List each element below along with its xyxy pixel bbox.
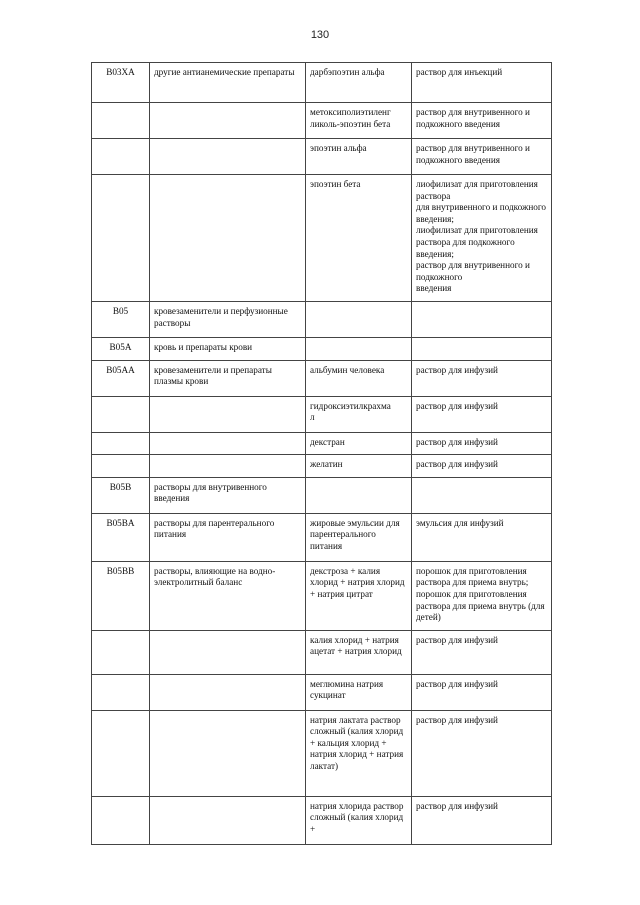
pharmacological-group-cell (150, 139, 306, 175)
drug-name-cell (306, 301, 412, 337)
pharmacological-group-cell (150, 396, 306, 432)
drug-name-cell: эпоэтин альфа (306, 139, 412, 175)
atc-code-cell: B05 (92, 301, 150, 337)
dosage-form-cell: порошок для приготовления раствора для приема внутрь; порошок для приготовления раствора для приема внутрь (для детей) (412, 561, 552, 630)
pharmacological-group-cell: растворы, влияющие на водно-электролитный баланс (150, 561, 306, 630)
atc-code-cell: B05BB (92, 561, 150, 630)
dosage-form-cell: раствор для инфузий (412, 396, 552, 432)
atc-code-cell (92, 674, 150, 710)
table-row (92, 796, 552, 844)
table-row (92, 103, 552, 139)
dosage-form-cell: раствор для инфузий (412, 630, 552, 674)
drug-name-cell: эпоэтин бета (306, 175, 412, 302)
table-row (92, 630, 552, 674)
dosage-form-cell: раствор для инфузий (412, 455, 552, 478)
table-row (92, 674, 552, 710)
table-row (92, 175, 552, 302)
dosage-form-cell: раствор для внутривенного и подкожного введения (412, 139, 552, 175)
atc-code-cell: B05A (92, 337, 150, 360)
atc-code-cell (92, 103, 150, 139)
pharmacological-group-cell (150, 630, 306, 674)
drug-name-cell: дарбэпоэтин альфа (306, 63, 412, 103)
table-row (92, 477, 552, 513)
atc-code-cell: B03XA (92, 63, 150, 103)
pharmacological-group-cell: кровезаменители и перфузионные растворы (150, 301, 306, 337)
drug-name-cell (306, 477, 412, 513)
dosage-form-cell: раствор для инфузий (412, 674, 552, 710)
atc-code-cell (92, 710, 150, 796)
dosage-form-cell: лиофилизат для приготовления раствора для внутривенного и подкожного введения; лиофилизат для приготовления раствора для подкожного введения; раствор для внутривенного и подкожного введения (412, 175, 552, 302)
pharmacological-group-cell: растворы для парентерального питания (150, 513, 306, 561)
table-row (92, 561, 552, 630)
dosage-form-cell: раствор для внутривенного и подкожного введения (412, 103, 552, 139)
atc-code-cell: B05B (92, 477, 150, 513)
table-row (92, 710, 552, 796)
atc-code-cell (92, 432, 150, 455)
atc-code-cell (92, 455, 150, 478)
pharmacological-group-cell: растворы для внутривенного введения (150, 477, 306, 513)
table-row (92, 455, 552, 478)
dosage-form-cell (412, 337, 552, 360)
dosage-form-cell: раствор для инфузий (412, 710, 552, 796)
pharmacological-group-cell (150, 175, 306, 302)
pharmacological-group-cell (150, 710, 306, 796)
pharmacological-group-cell: кровь и препараты крови (150, 337, 306, 360)
table-row (92, 360, 552, 396)
atc-code-cell (92, 796, 150, 844)
table-row (92, 63, 552, 103)
dosage-form-cell (412, 301, 552, 337)
pharmacological-group-cell (150, 455, 306, 478)
drug-name-cell: жировые эмульсии для парентерального питания (306, 513, 412, 561)
drug-name-cell: гидроксиэтилкрахма л (306, 396, 412, 432)
atc-code-cell: B05AA (92, 360, 150, 396)
table-row (92, 301, 552, 337)
atc-code-cell (92, 175, 150, 302)
drug-name-cell: натрия хлорида раствор сложный (калия хлорид + (306, 796, 412, 844)
pharmacological-group-cell: другие антианемические препараты (150, 63, 306, 103)
drug-name-cell: альбумин человека (306, 360, 412, 396)
drug-name-cell: меглюмина натрия сукцинат (306, 674, 412, 710)
pharmacological-group-cell (150, 103, 306, 139)
dosage-form-cell: раствор для инъекций (412, 63, 552, 103)
table-row (92, 337, 552, 360)
table-row (92, 139, 552, 175)
medication-table (91, 62, 552, 845)
atc-code-cell (92, 396, 150, 432)
drug-name-cell: декстроза + калия хлорид + натрия хлорид + натрия цитрат (306, 561, 412, 630)
dosage-form-cell: раствор для инфузий (412, 432, 552, 455)
dosage-form-cell: раствор для инфузий (412, 360, 552, 396)
table-row (92, 396, 552, 432)
drug-name-cell (306, 337, 412, 360)
atc-code-cell (92, 139, 150, 175)
drug-name-cell: натрия лактата раствор сложный (калия хлорид + кальция хлорид + натрия хлорид + натрия лактат) (306, 710, 412, 796)
dosage-form-cell: раствор для инфузий (412, 796, 552, 844)
pharmacological-group-cell: кровезаменители и препараты плазмы крови (150, 360, 306, 396)
drug-name-cell: калия хлорид + натрия ацетат + натрия хлорид (306, 630, 412, 674)
dosage-form-cell: эмульсия для инфузий (412, 513, 552, 561)
drug-name-cell: декстран (306, 432, 412, 455)
dosage-form-cell (412, 477, 552, 513)
atc-code-cell: B05BA (92, 513, 150, 561)
pharmacological-group-cell (150, 674, 306, 710)
table-row (92, 513, 552, 561)
drug-name-cell: желатин (306, 455, 412, 478)
pharmacological-group-cell (150, 432, 306, 455)
page-number: 130 (310, 29, 330, 41)
pharmacological-group-cell (150, 796, 306, 844)
atc-code-cell (92, 630, 150, 674)
table-row (92, 432, 552, 455)
drug-name-cell: метоксиполиэтиленг ликоль-эпоэтин бета (306, 103, 412, 139)
